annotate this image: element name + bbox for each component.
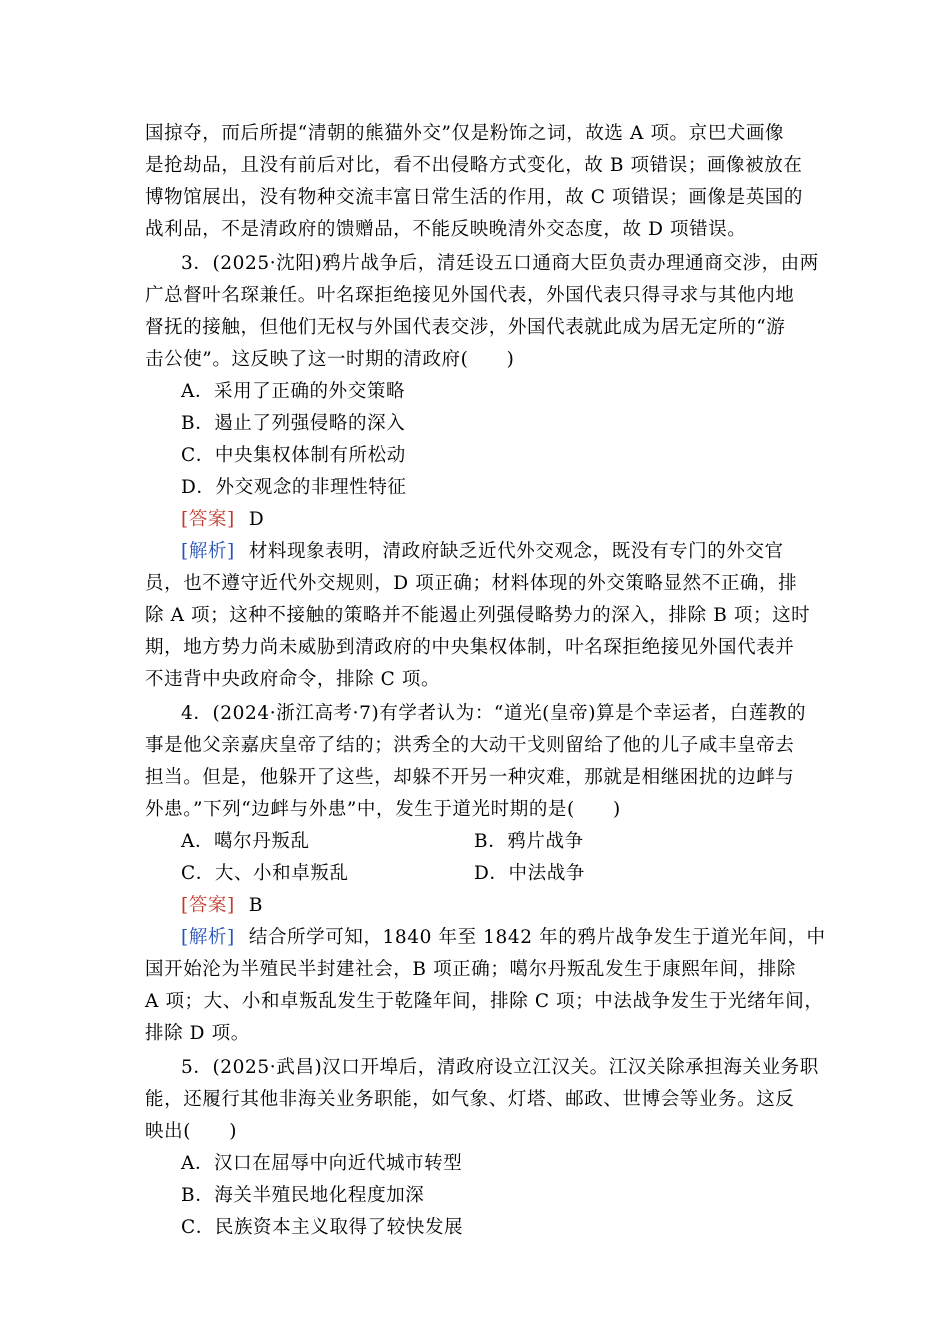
q4-stem-line: 4．(2024·浙江高考·7)有学者认为：“道光(皇帝)算是个幸运者，白莲教的 [181, 703, 807, 724]
q4-stem-line: 事是他父亲嘉庆皇帝了结的；洪秀全的大动干戈则留给了他的儿子咸丰皇帝去 [145, 735, 795, 756]
answer-value: B [248, 895, 264, 916]
q3-option-b: B．遏止了列强侵略的深入 [181, 413, 406, 434]
q3-analysis-line: 除 A 项；这种不接触的策略并不能遏止列强侵略势力的深入，排除 B 项；这时 [145, 605, 811, 626]
q3-answer [181, 504, 264, 536]
q4-analysis-line: 国开始沦为半殖民半封建社会，B 项正确；噶尔丹叛乱发生于康熙年间，排除 [145, 959, 796, 980]
prev-analysis-line: 博物馆展出，没有物种交流丰富日常生活的作用，故 C 项错误；画像是英国的 [145, 187, 804, 208]
q4-option-d: D．中法战争 [474, 863, 585, 884]
analysis-tag: [解析] [181, 541, 235, 562]
q5-stem-line: 5．(2025·武昌)汉口开埠后，清政府设立江汉关。江汉关除承担海关业务职 [181, 1057, 819, 1078]
q3-analysis-line [181, 536, 807, 568]
analysis-tag: [解析] [181, 927, 235, 948]
q3-stem-line: 3．(2025·沈阳)鸦片战争后，清廷设五口通商大臣负责办理通商交涉，由两 [181, 253, 819, 274]
q5-option-c: C．民族资本主义取得了较快发展 [181, 1217, 464, 1238]
analysis-text: 材料现象表明，清政府缺乏近代外交观念，既没有专门的外交官 [248, 541, 784, 562]
q4-stem-line: 担当。但是，他躲开了这些，却躲不开另一种灾难，那就是相继困扰的边衅与 [145, 767, 795, 788]
q3-stem-line: 督抚的接触，但他们无权与外国代表交涉，外国代表就此成为居无定所的“游 [145, 317, 786, 338]
q4-option-b: B．鸦片战争 [474, 831, 584, 852]
answer-tag: [答案] [181, 895, 235, 916]
q4-analysis-line: A 项；大、小和卓叛乱发生于乾隆年间，排除 C 项；中法战争发生于光绪年间， [145, 991, 824, 1012]
q4-answer [181, 890, 263, 922]
prev-analysis-line: 国掠夺，而后所提“清朝的熊猫外交”仅是粉饰之词，故选 A 项。京巴犬画像 [145, 123, 785, 144]
q3-analysis-line: 不违背中央政府命令，排除 C 项。 [145, 669, 441, 690]
analysis-text: 结合所学可知，1840 年至 1842 年的鸦片战争发生于道光年间，中 [248, 927, 826, 948]
answer-tag: [答案] [181, 509, 235, 530]
q3-option-d: D．外交观念的非理性特征 [181, 477, 407, 498]
q3-analysis-line: 员，也不遵守近代外交规则，D 项正确；材料体现的外交策略显然不正确，排 [145, 573, 798, 594]
q3-option-a: A．采用了正确的外交策略 [181, 381, 406, 402]
q3-stem-line: 广总督叶名琛兼任。叶名琛拒绝接见外国代表，外国代表只得寻求与其他内地 [145, 285, 795, 306]
prev-analysis-line: 是抢劫品，且没有前后对比，看不出侵略方式变化，故 B 项错误；画像被放在 [145, 155, 803, 176]
q3-option-c: C．中央集权体制有所松动 [181, 445, 406, 466]
q5-stem-line: 映出( ) [145, 1121, 238, 1142]
q5-stem-line: 能，还履行其他非海关业务职能，如气象、灯塔、邮政、世博会等业务。这反 [145, 1089, 795, 1110]
q4-stem-line: 外患。”下列“边衅与外患”中，发生于道光时期的是( ) [145, 799, 621, 820]
q3-stem-line: 击公使”。这反映了这一时期的清政府( ) [145, 349, 515, 370]
prev-analysis-line: 战利品，不是清政府的馈赠品，不能反映晚清外交态度，故 D 项错误。 [145, 219, 747, 240]
q3-analysis-line: 期，地方势力尚未威胁到清政府的中央集权体制，叶名琛拒绝接见外国代表并 [145, 637, 795, 658]
q5-option-a: A．汉口在屈辱中向近代城市转型 [181, 1153, 463, 1174]
q4-option-a: A．噶尔丹叛乱 [181, 831, 310, 852]
q4-option-c: C．大、小和卓叛乱 [181, 863, 349, 884]
q4-analysis-line [181, 922, 826, 954]
q4-analysis-line: 排除 D 项。 [145, 1023, 250, 1044]
answer-value: D [248, 509, 265, 530]
q5-option-b: B．海关半殖民地化程度加深 [181, 1185, 425, 1206]
